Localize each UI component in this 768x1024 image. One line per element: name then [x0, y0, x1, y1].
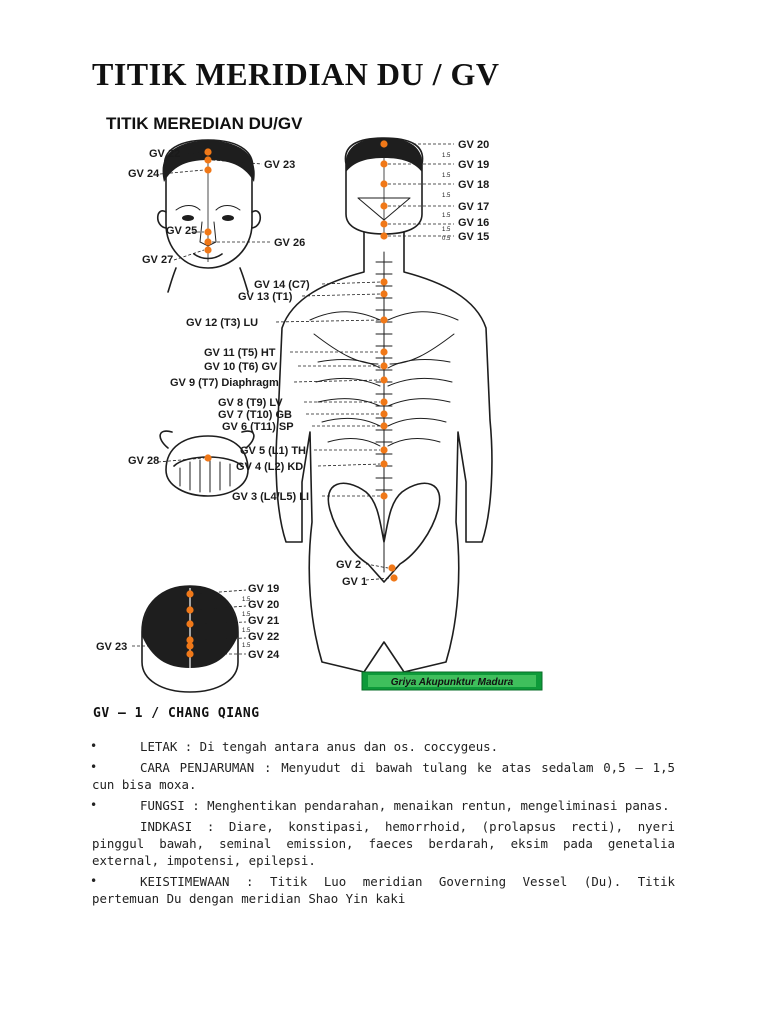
point-back-gv18 [380, 180, 387, 187]
svg-text:1.5: 1.5 [242, 643, 251, 649]
point-gv12 [380, 316, 387, 323]
face-label-gv26: GV 26 [274, 237, 306, 249]
spine-label-gv8: GV 8 (T9) LV [218, 397, 283, 409]
back-label-gv16: GV 16 [458, 217, 490, 229]
svg-text:0.5: 0.5 [442, 236, 451, 242]
head-label-gv19: GV 19 [248, 583, 280, 595]
point-gv13 [380, 290, 387, 297]
point-gv6 [380, 422, 387, 429]
head-label-gv22: GV 22 [248, 631, 280, 643]
spine-label-gv12: GV 12 (T3) LU [186, 317, 259, 329]
point-gv26 [204, 238, 211, 245]
svg-text:1.5: 1.5 [442, 153, 451, 159]
svg-text:1.5: 1.5 [442, 173, 451, 179]
svg-text:1.5: 1.5 [442, 213, 451, 219]
face-label-gv24: GV 24 [128, 168, 160, 180]
detail-keistimewaan: • KEISTIMEWAAN : Titik Luo meridian Governing Vessel (Du). Titik pertemuan Du dengan meridian Shao Yin kaki [92, 873, 675, 907]
point-head-gv24 [186, 650, 193, 657]
figure-title: TITIK MEREDIAN DU/GV [106, 114, 303, 133]
section-heading: GV – 1 / CHANG QIANG [93, 706, 260, 721]
mouth-label-gv28: GV 28 [128, 455, 160, 467]
sacral-label-gv2: GV 2 [336, 559, 362, 571]
svg-text:1.5: 1.5 [242, 597, 251, 603]
detail-cara-penjaruman: • CARA PENJARUMAN : Menyudut di bawah tulang ke atas sedalam 0,5 – 1,5 cun bisa moxa. [92, 759, 675, 793]
detail-indikasi: INDKASI : Diare, konstipasi, hemorrhoid, (prolapsus recti), nyeri pinggul bawah, seminal emission, faeces berdarah, eksim pada genetalia external, impotensi, epilepsi. [92, 819, 675, 868]
spine-label-gv10: GV 10 (T6) GV [204, 361, 278, 373]
point-head-gv21 [186, 620, 193, 627]
document-title: TITIK MERIDIAN DU / GV [92, 56, 500, 92]
spine-label-gv5: GV 5 (L1) TH [240, 445, 307, 457]
point-gv14 [380, 278, 387, 285]
head-label-gv23: GV 23 [96, 641, 128, 653]
head-label-gv21: GV 21 [248, 615, 280, 627]
spine-label-gv7: GV 7 (T10) GB [218, 409, 292, 421]
point-gv8 [380, 398, 387, 405]
point-head-gv20 [186, 606, 193, 613]
meridian-illustration [96, 102, 546, 696]
face-label-gv23: GV 23 [264, 159, 296, 171]
svg-text:1.5: 1.5 [242, 612, 251, 618]
point-gv27 [204, 246, 211, 253]
point-gv28 [204, 454, 211, 461]
svg-text:1.5: 1.5 [242, 628, 251, 634]
back-label-gv19: GV 19 [458, 159, 490, 171]
face-label-gv27: GV 27 [142, 254, 174, 266]
point-gv22 [204, 148, 211, 155]
point-back-gv20 [380, 140, 387, 147]
point-gv23 [204, 156, 211, 163]
head-top-drawing [142, 586, 238, 692]
point-gv5 [380, 446, 387, 453]
point-details-list [92, 738, 675, 911]
point-gv2 [388, 564, 395, 571]
back-label-gv17: GV 17 [458, 201, 490, 213]
point-back-gv15 [380, 232, 387, 239]
sacral-label-gv1: GV 1 [342, 576, 368, 588]
detail-fungsi: • FUNGSI : Menghentikan pendarahan, menaikan rentun, mengeliminasi panas. [92, 797, 675, 814]
point-gv3 [380, 492, 387, 499]
svg-text:1.5: 1.5 [442, 227, 451, 233]
back-label-gv15: GV 15 [458, 231, 490, 243]
svg-text:1.5: 1.5 [442, 193, 451, 199]
credit-text: Griya Akupunktur Madura [390, 677, 514, 688]
point-head-gv19 [186, 590, 193, 597]
point-head-gv23 [186, 642, 193, 649]
head-label-gv20: GV 20 [248, 599, 280, 611]
head-label-gv24: GV 24 [248, 649, 280, 661]
back-label-gv18: GV 18 [458, 179, 490, 191]
point-gv10 [380, 362, 387, 369]
detail-letak: • LETAK : Di tengah antara anus dan os. coccygeus. [92, 738, 675, 755]
point-back-gv17 [380, 202, 387, 209]
face-label-gv25: GV 25 [166, 225, 198, 237]
spine-label-gv11: GV 11 (T5) HT [204, 347, 276, 359]
point-gv4 [380, 460, 387, 467]
point-gv24 [204, 166, 211, 173]
spine-label-gv14: GV 14 (C7) [254, 279, 310, 291]
spine-label-gv4: GV 4 (L2) KD [236, 461, 304, 473]
point-gv25 [204, 228, 211, 235]
point-back-gv19 [380, 160, 387, 167]
spine-label-gv13: GV 13 (T1) [238, 291, 293, 303]
back-label-gv20: GV 20 [458, 139, 490, 151]
spine-label-gv9: GV 9 (T7) Diaphragm [170, 377, 279, 389]
point-gv7 [380, 410, 387, 417]
face-label-gv22: GV 22 [149, 148, 181, 160]
spine-label-gv3: GV 3 (L4/L5) LI [232, 491, 310, 503]
spine-label-gv6: GV 6 (T11) SP [222, 421, 294, 433]
point-gv1 [390, 574, 397, 581]
point-gv9 [380, 376, 387, 383]
point-gv11 [380, 348, 387, 355]
meridian-figure [96, 102, 546, 696]
point-back-gv16 [380, 220, 387, 227]
